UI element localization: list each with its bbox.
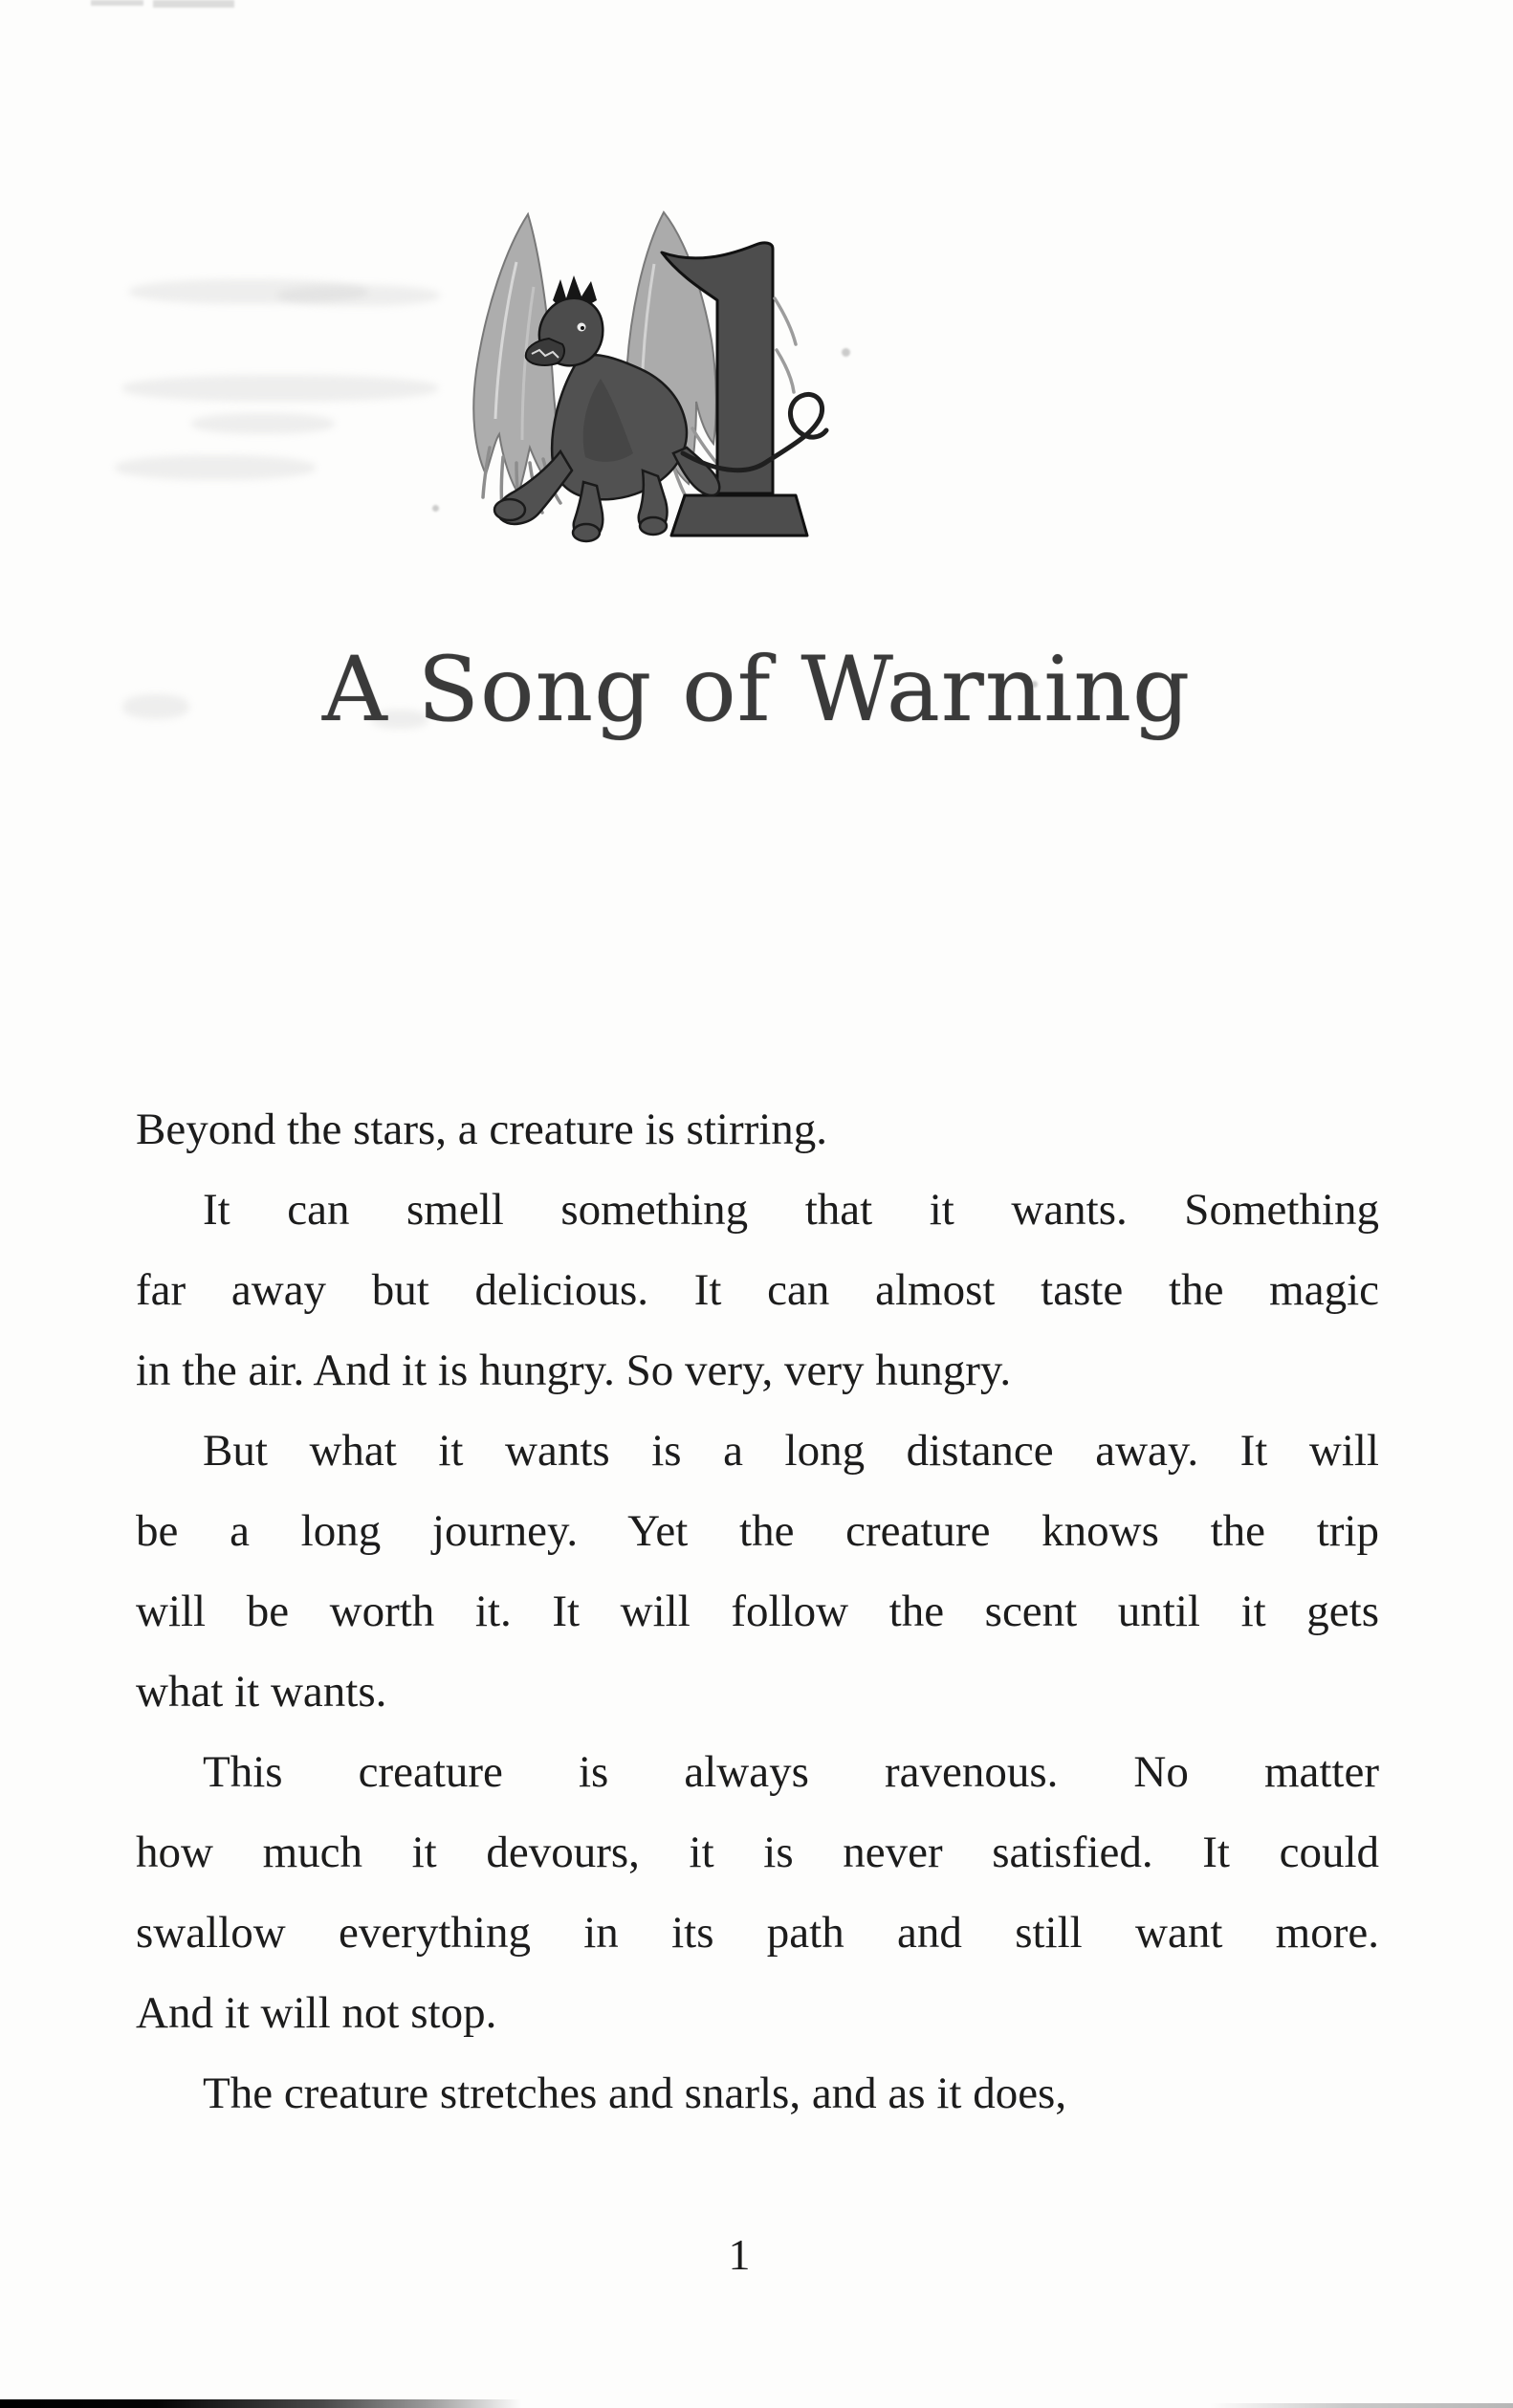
body-line: how much it devours, it is never satisfied. It could [136,1828,1379,1877]
page-number: 1 [728,2230,751,2279]
body-line: be a long journey. Yet the creature knows the trip [136,1506,1379,1556]
bleed-through-smudge [277,285,440,306]
scan-speck [432,505,439,512]
bleed-through-smudge [191,413,335,434]
body-line: Beyond the stars, a creature is stirring. [136,1105,828,1154]
scan-edge-bottom-left [0,2399,521,2408]
body-line: But what it wants is a long distance away. It will [203,1426,1379,1476]
body-line: It can smell something that it wants. Something [203,1185,1379,1235]
scan-edge-mark [91,0,143,6]
body-line: far away but delicious. It can almost taste the magic [136,1265,1379,1315]
body-line: The creature stretches and snarls, and as it does, [203,2069,1067,2118]
chapter-illustration [457,207,838,543]
chapter-title: A Song of Warning [321,638,1192,742]
scan-edge-bottom-right [1210,2403,1513,2408]
body-line: what it wants. [136,1667,387,1717]
scan-speck [842,348,850,357]
bleed-through-smudge [122,375,438,402]
body-line: This creature is always ravenous. No matter [203,1747,1379,1797]
bleed-through-smudge [115,455,316,480]
feather-tips [775,298,796,392]
body-line: swallow everything in its path and still want more. [136,1908,1379,1958]
body-line: And it will not stop. [136,1988,497,2038]
body-line: in the air. And it is hungry. So very, very hungry. [136,1346,1012,1395]
scan-edge-mark [153,0,234,8]
body-text [136,1089,1379,2134]
body-line: will be worth it. It will follow the scent until it gets [136,1587,1379,1636]
